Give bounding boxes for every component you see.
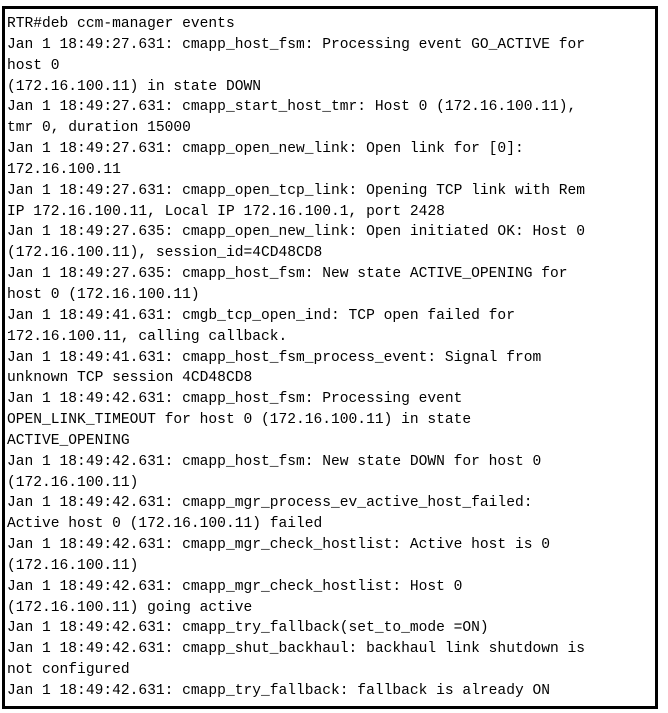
log-line: Jan 1 18:49:42.631: cmapp_try_fallback(set_to_mode =ON)	[7, 620, 489, 637]
command-prompt-line: RTR#deb ccm-manager events	[7, 16, 235, 32]
terminal-window	[2, 6, 658, 709]
log-line: host 0	[7, 57, 60, 74]
log-line: (172.16.100.11), session_id=4CD48CD8	[7, 245, 323, 262]
log-line: Jan 1 18:49:42.631: cmapp_host_fsm: New state DOWN for host 0	[7, 453, 542, 470]
log-line: Active host 0 (172.16.100.11) failed	[7, 516, 323, 533]
log-line: Jan 1 18:49:42.631: cmapp_mgr_check_hostlist: Host 0	[7, 578, 463, 595]
log-line: Jan 1 18:49:42.631: cmapp_mgr_process_ev_active_host_failed:	[7, 495, 533, 512]
log-line: Jan 1 18:49:42.631: cmapp_host_fsm: Processing event	[7, 391, 463, 408]
log-line: (172.16.100.11)	[7, 557, 139, 574]
log-line: Jan 1 18:49:27.631: cmapp_open_tcp_link: Opening TCP link with Rem	[7, 182, 586, 199]
log-line: Jan 1 18:49:41.631: cmapp_host_fsm_process_event: Signal from	[7, 349, 542, 366]
log-line: Jan 1 18:49:27.635: cmapp_open_new_link: Open initiated OK: Host 0	[7, 224, 586, 241]
log-line: OPEN_LINK_TIMEOUT for host 0 (172.16.100.11) in state	[7, 412, 472, 429]
log-line: Jan 1 18:49:42.631: cmapp_try_fallback: fallback is already ON	[7, 683, 550, 699]
log-line: (172.16.100.11) in state DOWN	[7, 78, 261, 95]
log-line: tmr 0, duration 15000	[7, 120, 191, 137]
terminal-output	[5, 9, 655, 702]
log-line: (172.16.100.11)	[7, 474, 139, 491]
log-line: 172.16.100.11, calling callback.	[7, 328, 288, 345]
log-line: Jan 1 18:49:27.631: cmapp_open_new_link: Open link for [0]:	[7, 141, 524, 158]
log-line: Jan 1 18:49:27.631: cmapp_host_fsm: Processing event GO_ACTIVE for	[7, 36, 586, 53]
log-line: not configured	[7, 662, 130, 679]
log-line: Jan 1 18:49:41.631: cmgb_tcp_open_ind: TCP open failed for	[7, 307, 515, 324]
log-line: host 0 (172.16.100.11)	[7, 286, 200, 303]
log-line: 172.16.100.11	[7, 161, 121, 178]
log-line: Jan 1 18:49:27.635: cmapp_host_fsm: New state ACTIVE_OPENING for	[7, 266, 568, 283]
log-line: IP 172.16.100.11, Local IP 172.16.100.1, port 2428	[7, 203, 445, 220]
log-line: Jan 1 18:49:42.631: cmapp_shut_backhaul: backhaul link shutdown is	[7, 641, 586, 658]
log-line: Jan 1 18:49:42.631: cmapp_mgr_check_hostlist: Active host is 0	[7, 537, 550, 554]
log-line: unknown TCP session 4CD48CD8	[7, 370, 253, 387]
log-line: (172.16.100.11) going active	[7, 599, 253, 616]
log-line: Jan 1 18:49:27.631: cmapp_start_host_tmr: Host 0 (172.16.100.11),	[7, 99, 577, 116]
log-line: ACTIVE_OPENING	[7, 432, 130, 449]
